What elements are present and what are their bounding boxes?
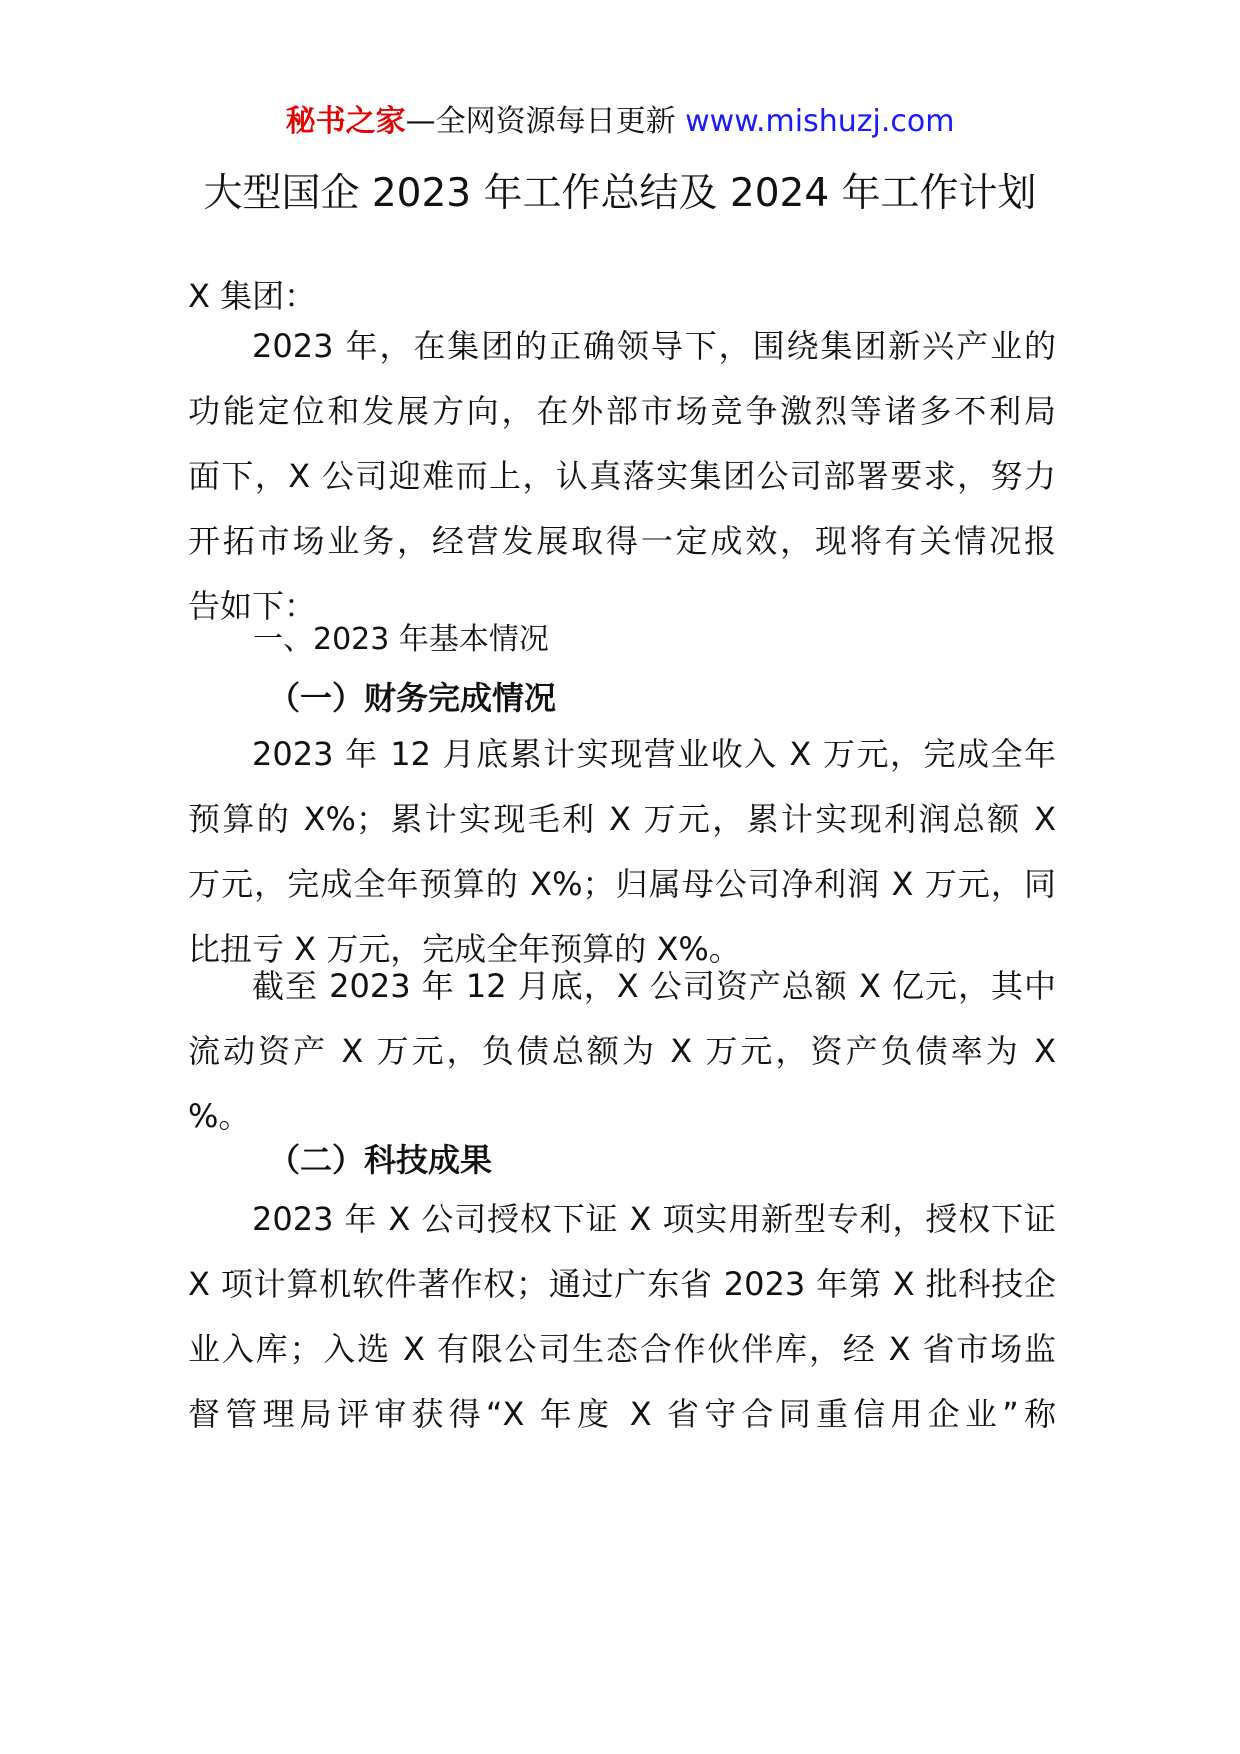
paragraph-line: 2023 年，在集团的正确领导下，围绕集团新兴产业的	[252, 327, 1056, 365]
paragraph-line: 预算的 X%；累计实现毛利 X 万元，累计实现利润总额 X	[188, 800, 1056, 838]
paragraph-line: 截至 2023 年 12 月底，X 公司资产总额 X 亿元，其中	[252, 967, 1056, 1005]
paragraph-line: %。	[188, 1097, 251, 1135]
financial-paragraph	[188, 722, 1056, 982]
paragraph-line: 万元，完成全年预算的 X%；归属母公司净利润 X 万元，同	[188, 865, 1056, 903]
paragraph-line: 2023 年 X 公司授权下证 X 项实用新型专利，授权下证	[252, 1200, 1056, 1238]
paragraph-line: 功能定位和发展方向，在外部市场竞争激烈等诸多不利局	[188, 392, 1056, 430]
site-url-link[interactable]: www.mishuzj.com	[685, 104, 955, 139]
tech-paragraph	[188, 1187, 1056, 1447]
paragraph-line: 开拓市场业务，经营发展取得一定成效，现将有关情况报	[188, 522, 1056, 560]
paragraph-line: 流动资产 X 万元，负债总额为 X 万元，资产负债率为 X	[188, 1032, 1056, 1070]
site-header	[0, 100, 1240, 144]
assets-paragraph	[188, 954, 1056, 1149]
subsection-heading: （一）财务完成情况	[268, 679, 557, 717]
brand-name: 秘书之家	[285, 104, 406, 139]
paragraph-line: 业入库；入选 X 有限公司生态合作伙伴库，经 X 省市场监	[188, 1330, 1056, 1368]
paragraph-line: 督管理局评审获得“X 年度 X 省守合同重信用企业”称	[188, 1395, 1056, 1433]
paragraph-line: 告如下：	[188, 587, 317, 625]
section-heading: 一、2023 年基本情况	[253, 622, 549, 657]
document-title: 大型国企 2023 年工作总结及 2024 年工作计划	[203, 171, 1037, 216]
paragraph-line: 比扭亏 X 万元，完成全年预算的 X%。	[188, 930, 741, 968]
salutation-text: X 集团：	[188, 277, 317, 315]
paragraph-line: 面下，X 公司迎难而上，认真落实集团公司部署要求，努力	[188, 457, 1056, 495]
paragraph-line: X 项计算机软件著作权；通过广东省 2023 年第 X 批科技企	[188, 1265, 1056, 1303]
paragraph-line: 2023 年 12 月底累计实现营业收入 X 万元，完成全年	[252, 735, 1056, 773]
subsection-heading: （二）科技成果	[268, 1141, 493, 1179]
header-tagline: —全网资源每日更新	[405, 104, 676, 139]
intro-paragraph	[188, 314, 1056, 639]
